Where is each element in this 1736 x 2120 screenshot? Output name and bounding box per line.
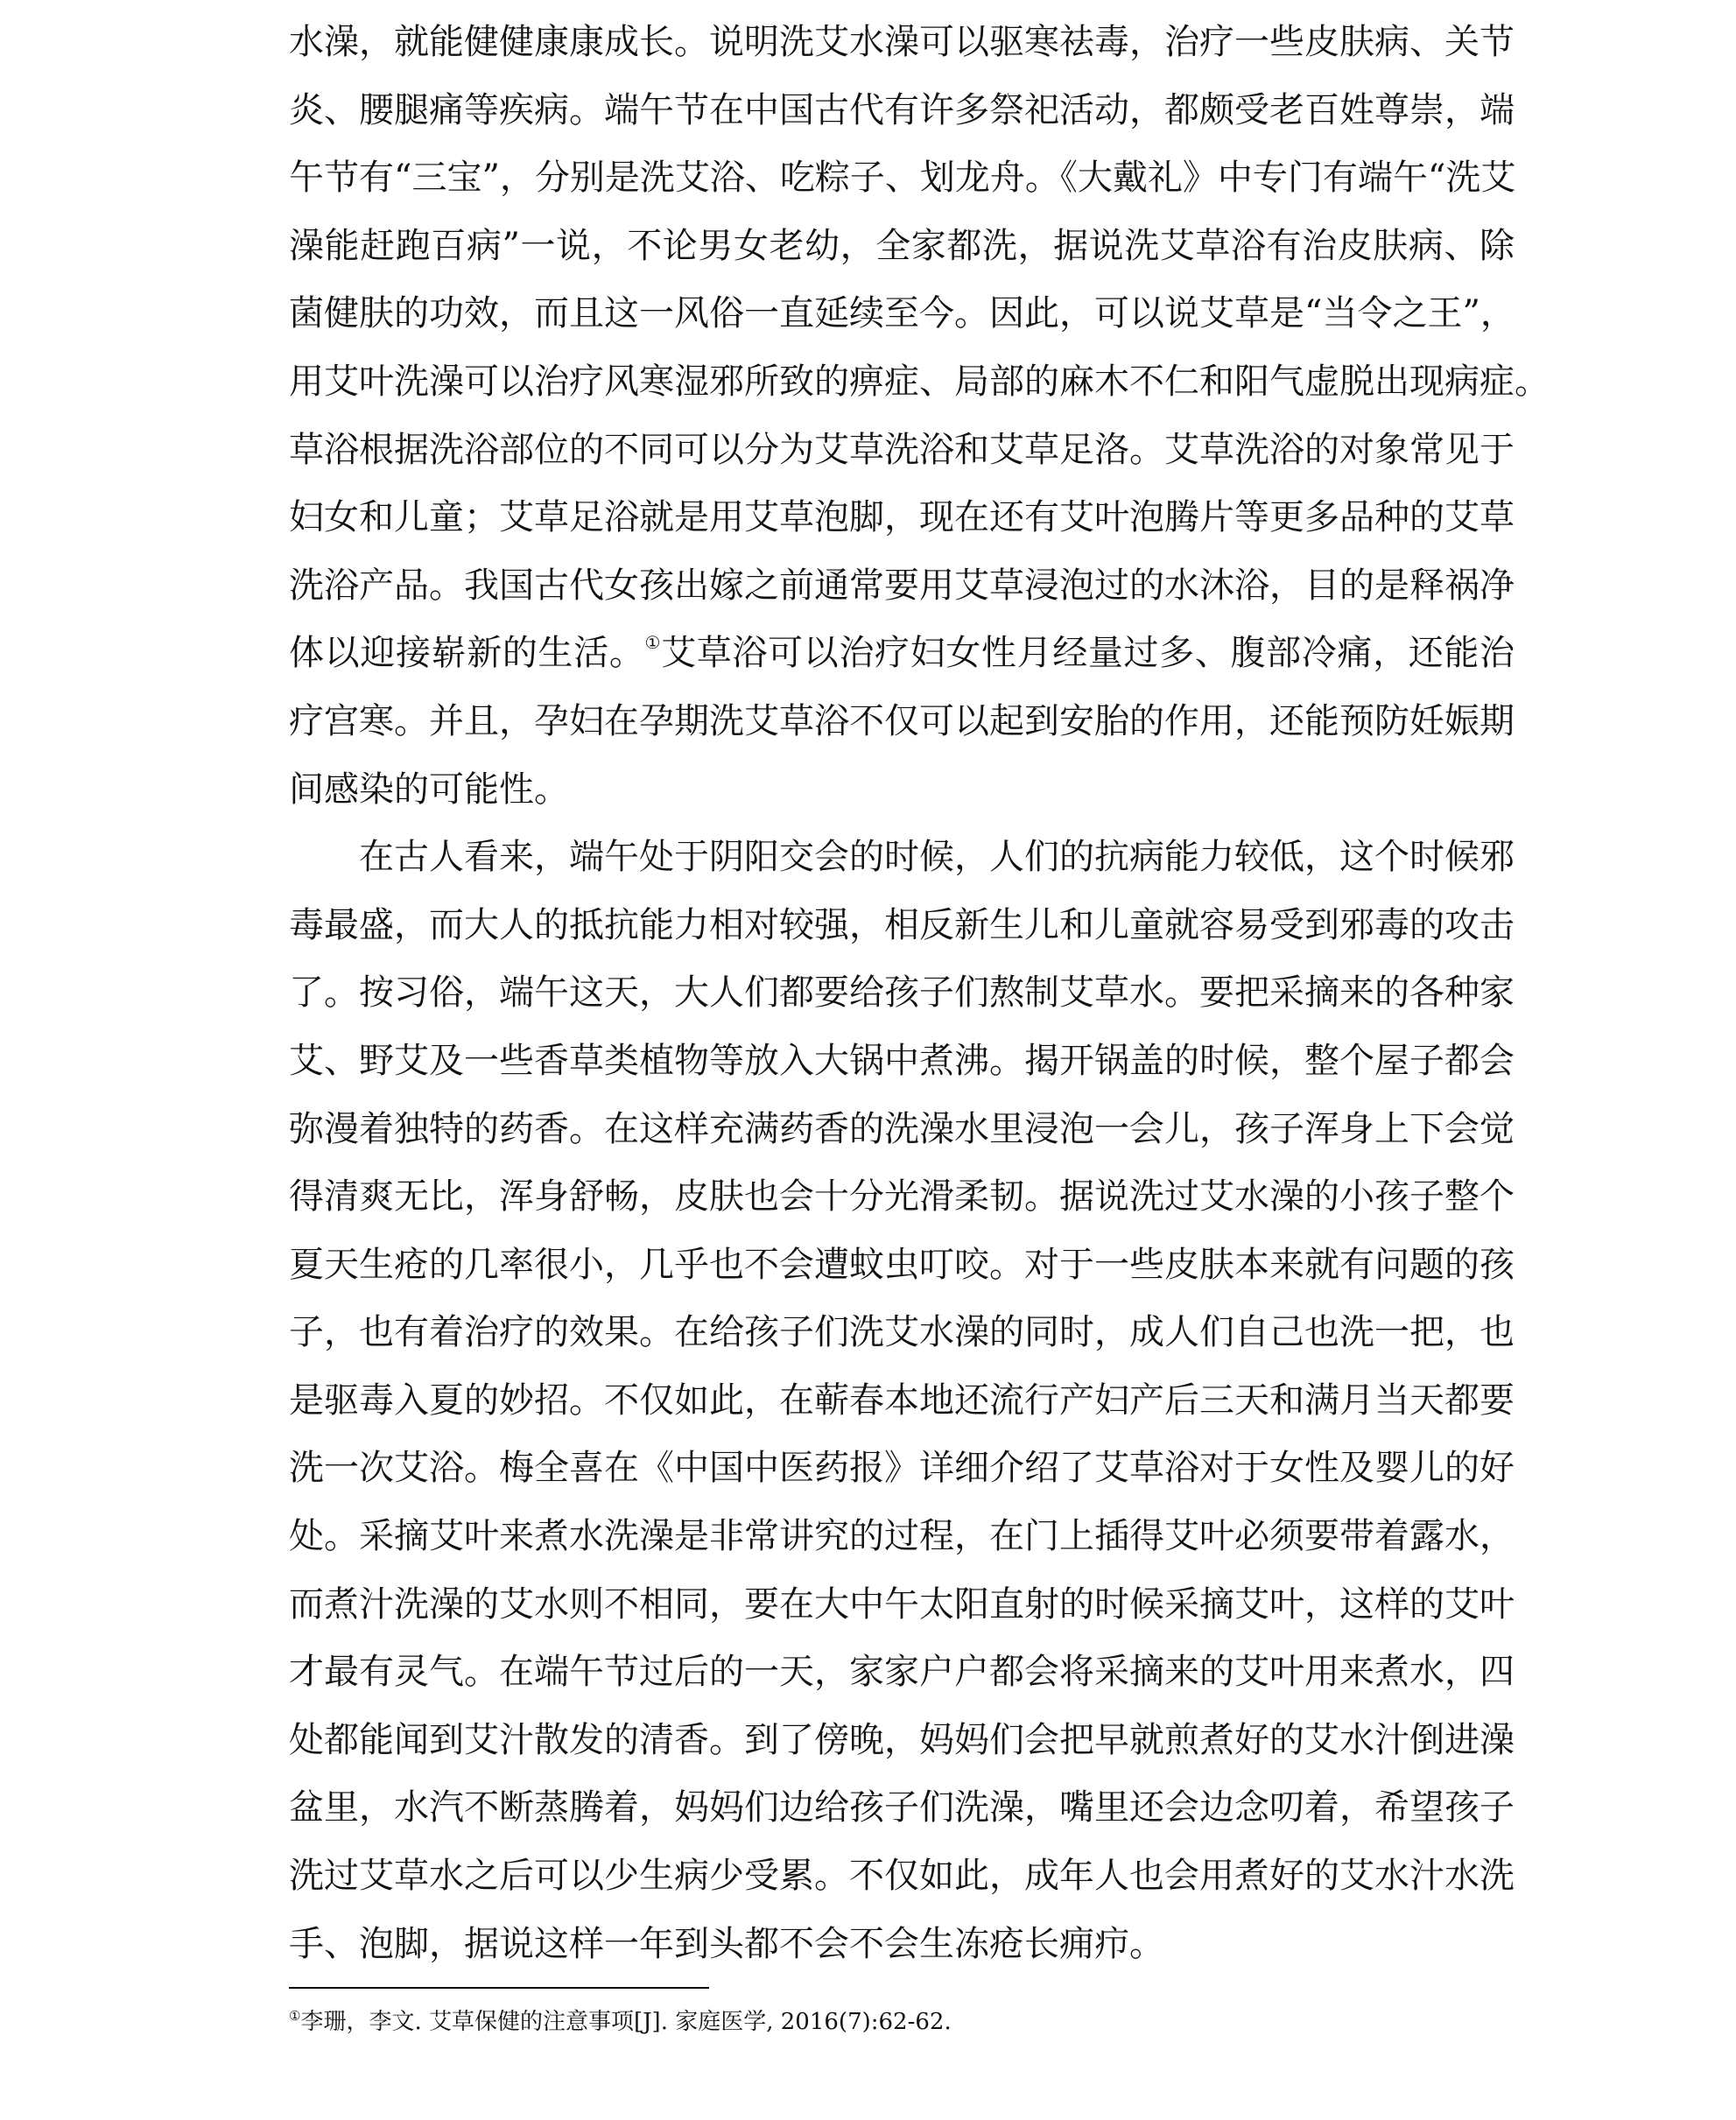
- text-line: 洗一次艾浴。梅全喜在《中国中医药报》详细介绍了艾草浴对于女性及婴儿的好: [289, 1448, 1515, 1489]
- footnote-divider: [289, 1987, 709, 1989]
- text-line: 洗浴产品。我国古代女孩出嫁之前通常要用艾草浸泡过的水沐浴，目的是释祸净: [289, 565, 1515, 606]
- text-line: 才最有灵气。在端午节过后的一天，家家户户都会将采摘来的艾叶用来煮水，四: [289, 1652, 1515, 1693]
- footnote: [289, 2004, 1515, 2039]
- footnote-reference[interactable]: ①: [644, 632, 662, 654]
- footnote-mark: ①: [289, 2008, 301, 2024]
- text-line: 用艾叶洗澡可以治疗风寒湿邪所致的痹症、局部的麻木不仁和阳气虚脱出现病症。: [289, 361, 1550, 402]
- text-line: 是驱毒入夏的妙招。不仅如此，在蕲春本地还流行产妇产后三天和满月当天都要: [289, 1379, 1515, 1421]
- text-line: 了。按习俗，端午这天，大人们都要给孩子们熬制艾草水。要把采摘来的各种家: [289, 972, 1515, 1014]
- text-line: 疗宫寒。并且，孕妇在孕期洗艾草浴不仅可以起到安胎的作用，还能预防妊娠期: [289, 700, 1515, 741]
- paragraph-1: [289, 9, 1550, 824]
- text-line: 而煮汁洗澡的艾水则不相同，要在大中午太阳直射的时候采摘艾叶，这样的艾叶: [289, 1583, 1515, 1625]
- text-line: 妇女和儿童；艾草足浴就是用艾草泡脚，现在还有艾叶泡腾片等更多品种的艾草: [289, 497, 1515, 538]
- text-segment: 艾草浴可以治疗妇女性月经量过多、腹部冷痛，还能治: [661, 633, 1515, 674]
- text-line: 在古人看来，端午处于阴阳交会的时候，人们的抗病能力较低，这个时候邪: [359, 837, 1515, 878]
- body-text: [289, 9, 1550, 1978]
- text-line: 弥漫着独特的药香。在这样充满药香的洗澡水里浸泡一会儿，孩子浑身上下会觉: [289, 1108, 1515, 1149]
- text-line: 菌健肤的功效，而且这一风俗一直延续至今。因此，可以说艾草是“当令之王”，: [289, 293, 1515, 334]
- text-line: 洗过艾草水之后可以少生病少受累。不仅如此，成年人也会用煮好的艾水汁水洗: [289, 1856, 1515, 1897]
- text-line: 澡能赶跑百病”一说，不论男女老幼，全家都洗，据说洗艾草浴有治皮肤病、除: [289, 225, 1515, 266]
- text-line: 处都能闻到艾汁散发的清香。到了傍晚，妈妈们会把早就煎煮好的艾水汁倒进澡: [289, 1719, 1515, 1760]
- paragraph-2: [289, 824, 1515, 1978]
- text-line: 炎、腰腿痛等疾病。端午节在中国古代有许多祭祀活动，都颇受老百姓尊崇，端: [289, 89, 1515, 130]
- text-line: 间感染的可能性。: [289, 769, 569, 810]
- text-line: 盆里，水汽不断蒸腾着，妈妈们边给孩子们洗澡，嘴里还会边念叨着，希望孩子: [289, 1787, 1515, 1829]
- text-line: 得清爽无比，浑身舒畅，皮肤也会十分光滑柔韧。据说洗过艾水澡的小孩子整个: [289, 1176, 1515, 1218]
- text-line: 午节有“三宝”，分别是洗艾浴、吃粽子、划龙舟。《大戴礼》中专门有端午“洗艾: [289, 158, 1516, 199]
- text-segment: 体以迎接崭新的生活。: [289, 633, 645, 674]
- text-line: 夏天生疮的几率很小，几乎也不会遭蚊虫叮咬。对于一些皮肤本来就有问题的孩: [289, 1244, 1515, 1285]
- text-line: 水澡，就能健健康康成长。说明洗艾水澡可以驱寒祛毒，治疗一些皮肤病、关节: [289, 22, 1515, 62]
- text-line: 手、泡脚，据说这样一年到头都不会不会生冻疮长痈疖。: [289, 1923, 1164, 1964]
- text-line: 毒最盛，而大人的抵抗能力相对较强，相反新生儿和儿童就容易受到邪毒的攻击: [289, 904, 1515, 945]
- text-line: 艾、野艾及一些香草类植物等放入大锅中煮沸。揭开锅盖的时候，整个屋子都会: [289, 1040, 1515, 1081]
- footnote-text: 李珊，李文. 艾草保健的注意事项[J]. 家庭医学, 2016(7):62-62.: [300, 2009, 952, 2035]
- text-line: 处。采摘艾叶来煮水洗澡是非常讲究的过程，在门上插得艾叶必须要带着露水，: [289, 1516, 1515, 1557]
- text-line: [289, 620, 1515, 688]
- text-line: 子，也有着治疗的效果。在给孩子们洗艾水澡的同时，成人们自己也洗一把，也: [289, 1312, 1515, 1353]
- text-line: 草浴根据洗浴部位的不同可以分为艾草洗浴和艾草足洛。艾草洗浴的对象常见于: [289, 429, 1515, 470]
